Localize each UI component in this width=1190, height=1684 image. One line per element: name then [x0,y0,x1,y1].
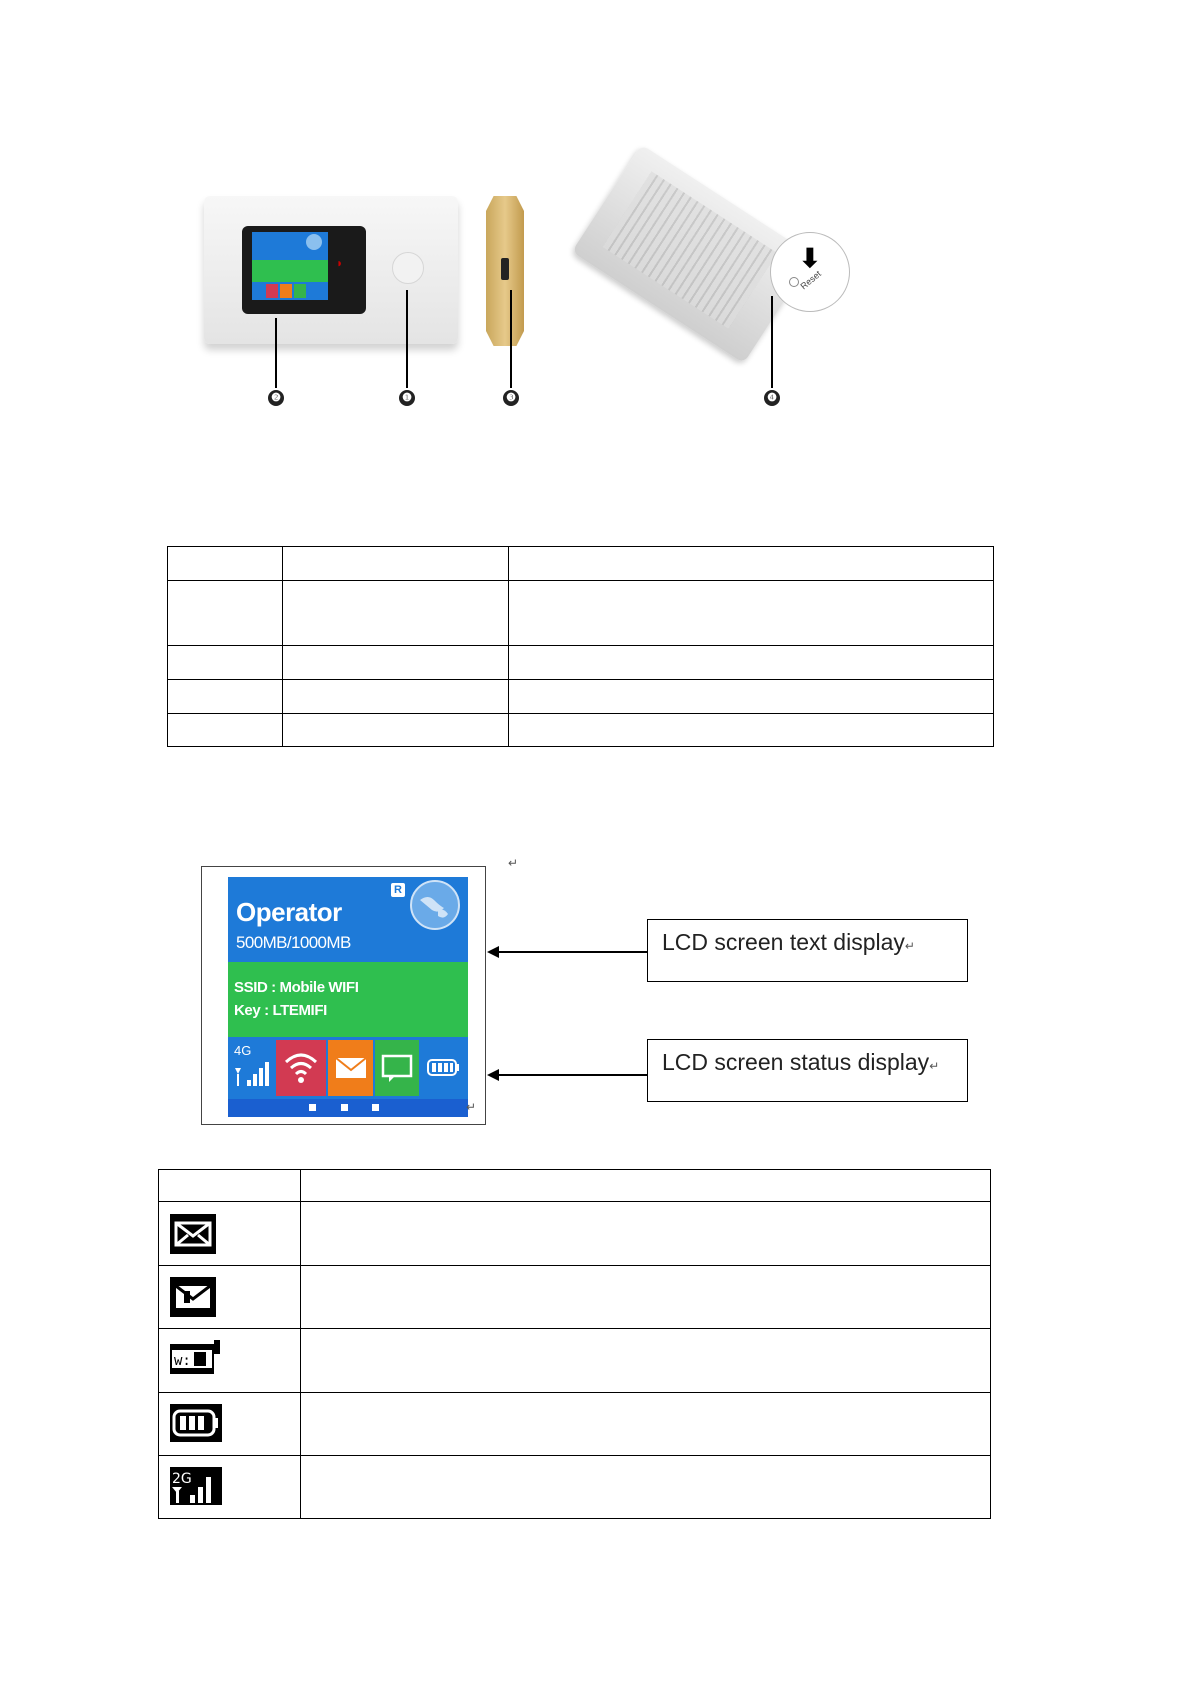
callout-text: LCD screen status display [662,1049,930,1075]
table-row [159,1202,991,1266]
lcd-status-display-callout [647,1039,968,1102]
table-row [159,1329,991,1393]
table-cell [168,547,283,581]
table-cell [283,646,509,680]
arrow-line [497,951,647,953]
callout-number-4: ❹ [764,390,780,406]
lcd-text-display-callout [647,919,968,982]
table-cell [168,714,283,747]
globe-icon [410,880,460,930]
table-cell [509,581,994,646]
table-row [168,714,994,747]
table-cell [168,646,283,680]
table-cell [509,547,994,581]
table-row [168,581,994,646]
callout-number-2: ❷ [268,390,284,406]
arrow-line [497,1074,647,1076]
key-line: Key : LTEMIFI [234,1002,327,1019]
message-cell [375,1040,419,1096]
data-quota: 500MB/1000MB [236,933,351,952]
reset-label: Reset [798,268,823,292]
table-cell [301,1393,991,1456]
callout-text: LCD screen text display [662,929,905,955]
message-icon [375,1040,419,1096]
battery-icon [170,1404,222,1442]
callout-number-1: ❶ [399,390,415,406]
table-row [168,547,994,581]
table-cell [301,1266,991,1329]
roaming-badge: R [391,883,405,897]
wifi-cell [276,1040,326,1096]
lcd-page-indicator [228,1099,468,1117]
callout-number-3: ❸ [503,390,519,406]
usb-port [501,258,509,280]
wifi-icon [276,1040,326,1096]
ssid-line: SSID : Mobile WIFI [234,979,359,996]
down-arrow-icon: ⬇ [799,243,821,273]
signal-bars-icon [233,1060,273,1090]
table-row [159,1170,991,1202]
signal-cell [230,1040,274,1096]
return-mark: ↵ [929,1059,940,1073]
table-cell [159,1170,301,1202]
table-cell [168,680,283,714]
envelope-icon [328,1040,373,1096]
envelope-icon [170,1214,216,1254]
table-cell [283,714,509,747]
signal-2g-icon [170,1467,222,1505]
table-cell [301,1170,991,1202]
parts-table [167,546,994,747]
return-mark: ↵ [466,1100,477,1114]
table-cell [283,547,509,581]
wifi-clients-icon [170,1340,220,1376]
callout-line-1 [406,290,408,388]
table-row [159,1456,991,1519]
svg-text:w:: w: [174,1353,191,1369]
table-row [159,1266,991,1329]
reset-hole-icon [789,277,799,287]
sms-cell [328,1040,373,1096]
lte-logo-icon: ◗ [336,256,344,270]
table-row [159,1393,991,1456]
table-cell [301,1202,991,1266]
table-cell [301,1456,991,1519]
device-lcd-thumbnail [252,232,328,306]
table-row [168,680,994,714]
callout-line-3 [510,290,512,388]
table-cell [509,646,994,680]
page-dot [309,1104,316,1111]
callout-line-2 [275,318,277,388]
page-dot [372,1104,379,1111]
table-cell [509,680,994,714]
lcd-wifi-panel [228,962,468,1037]
operator-name: Operator [236,897,342,927]
table-cell [168,581,283,646]
table-cell [301,1329,991,1393]
callout-line-4 [771,296,773,388]
battery-icon [421,1040,466,1096]
table-cell [283,680,509,714]
table-cell [283,581,509,646]
network-2g-label: 2G [172,1471,192,1487]
network-type-label: 4G [234,1043,252,1058]
return-mark: ↵ [904,939,915,953]
table-row [168,646,994,680]
reset-zoom-bubble [770,232,850,312]
icon-legend-table [158,1169,991,1519]
page-dot [341,1104,348,1111]
table-cell [509,714,994,747]
battery-cell [421,1040,466,1096]
return-mark: ↵ [508,856,519,870]
message-full-icon [170,1277,216,1317]
power-button [392,252,424,284]
